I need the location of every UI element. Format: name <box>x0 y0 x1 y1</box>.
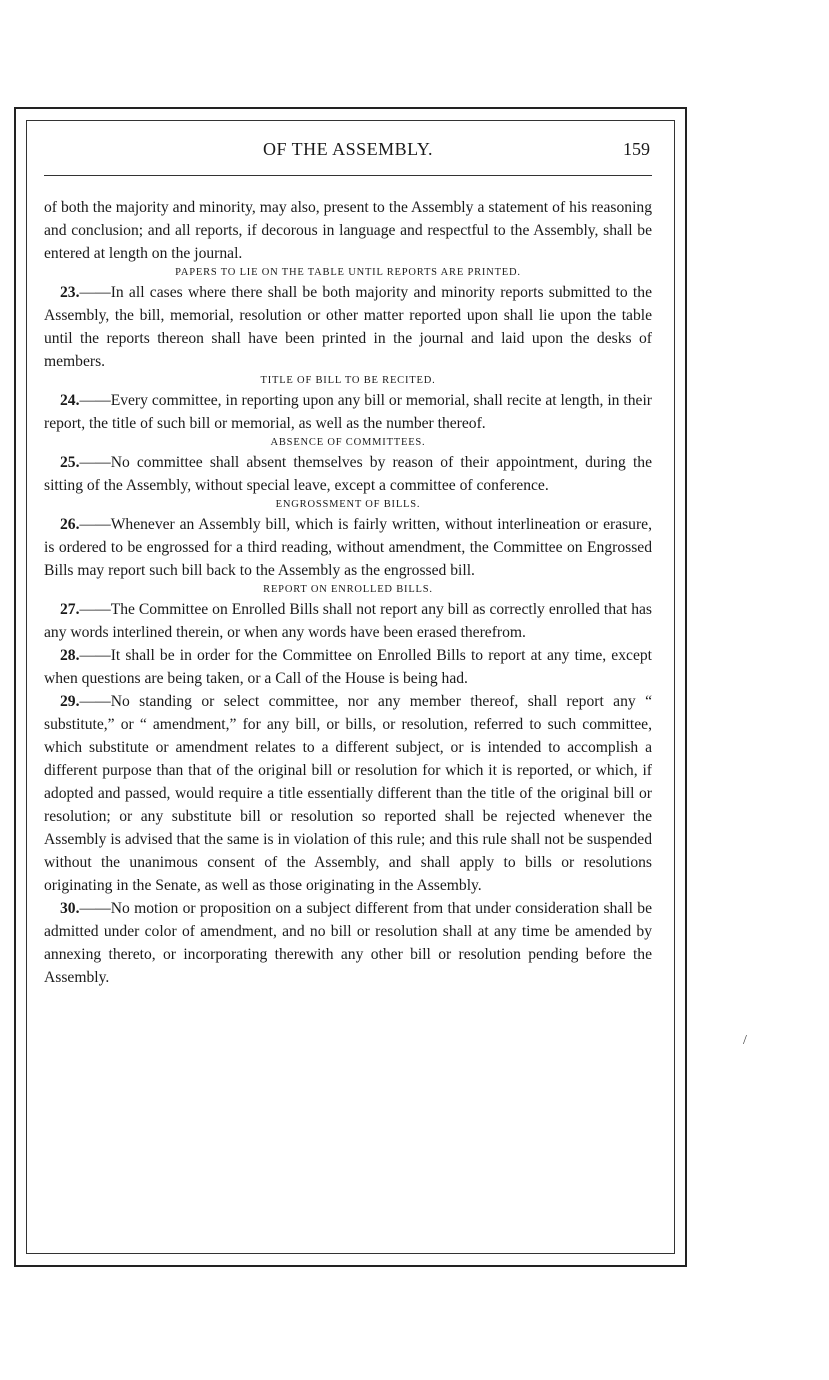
rule-number: 30. <box>60 900 80 917</box>
rule-25 <box>44 451 652 497</box>
margin-mark: / <box>743 1033 747 1048</box>
rule-number: 26. <box>60 516 80 533</box>
page-body <box>44 196 652 989</box>
rule-number: 29. <box>60 693 80 710</box>
page-number: 159 <box>623 139 650 159</box>
section-enrolled-bills <box>44 582 652 989</box>
section-heading: ABSENCE OF COMMITTEES. <box>270 437 426 448</box>
rule-number: 25. <box>60 454 80 471</box>
page-header <box>44 133 652 169</box>
rule-number: 27. <box>60 601 80 618</box>
rule-23 <box>44 281 652 373</box>
header-rule <box>44 175 652 176</box>
section-papers <box>44 265 652 373</box>
rule-number: 24. <box>60 392 80 409</box>
running-title: OF THE ASSEMBLY. <box>262 139 434 159</box>
rule-number: 23. <box>60 284 80 301</box>
section-heading: REPORT ON ENROLLED BILLS. <box>263 584 433 595</box>
section-engrossment <box>44 497 652 582</box>
section-title-of-bill <box>44 373 652 435</box>
rule-number: 28. <box>60 647 80 664</box>
section-heading: ENGROSSMENT OF BILLS. <box>275 499 421 510</box>
rule-26 <box>44 513 652 582</box>
rule-text: ——No committee shall absent themselves by reason of their appointment, during the sitting of the Assembly, without special leave, except a committee of conference. <box>44 454 652 494</box>
rule-text: ——No standing or select committee, nor any member thereof, shall report any “ substitute,” or “ amendment,” for any bill, or bills, or resolution, referred to such committee, which substitute or amendment relates to a different subject, or is intended to accomplish a different purpose than that of the original bill or resolution for which it is reported, or which, if adopted and passed, would require a title essentially different than the title of the original bill or resolution; or any substitute bill or resolution so reported shall be rejected whenever the Assembly is advised that the same is in violation of this rule; and this rule shall not be suspended without the unanimous consent of the Assembly, and shall apply to bills or resolutions originating in the Senate, as well as those originating in the Assembly. <box>44 693 652 894</box>
rule-text: ——Whenever an Assembly bill, which is fairly written, without interlineation or erasure, is ordered to be engrossed for a third reading, without amendment, the Committee on Engrossed Bills may report such bill back to the Assembly as the engrossed bill. <box>44 516 652 579</box>
rule-27 <box>44 598 652 644</box>
rule-text: ——No motion or proposition on a subject different from that under consideration shall be admitted under color of amendment, and no bill or resolution shall at any time be amended by annexing thereto, or incorporating therewith any other bill or resolution pending before the Assembly. <box>44 900 652 986</box>
rule-28 <box>44 644 652 690</box>
rule-24 <box>44 389 652 435</box>
section-absence <box>44 435 652 497</box>
rule-text: ——It shall be in order for the Committee on Enrolled Bills to report at any time, except when questions are being taken, or a Call of the House is being had. <box>44 647 652 687</box>
section-heading: TITLE OF BILL TO BE RECITED. <box>260 375 436 386</box>
rule-text: ——The Committee on Enrolled Bills shall not report any bill as correctly enrolled that has any words interlined therein, or when any words have been erased therefrom. <box>44 601 652 641</box>
rule-29 <box>44 690 652 897</box>
continuation-paragraph: of both the majority and minority, may also, present to the Assembly a statement of his reasoning and conclusion; and all reports, if decorous in language and respectful to the Assembly, shall be entered at length on the journal. <box>44 199 652 262</box>
rule-30 <box>44 897 652 989</box>
section-heading: PAPERS TO LIE ON THE TABLE UNTIL REPORTS ARE PRINTED. <box>175 267 521 278</box>
rule-text: ——In all cases where there shall be both majority and minority reports submitted to the Assembly, the bill, memorial, resolution or other matter reported upon shall lie upon the table until the reports thereon shall have been printed in the journal and laid upon the desks of members. <box>44 284 652 370</box>
rule-text: ——Every committee, in reporting upon any bill or memorial, shall recite at length, in their report, the title of such bill or memorial, as well as the number thereof. <box>44 392 652 432</box>
